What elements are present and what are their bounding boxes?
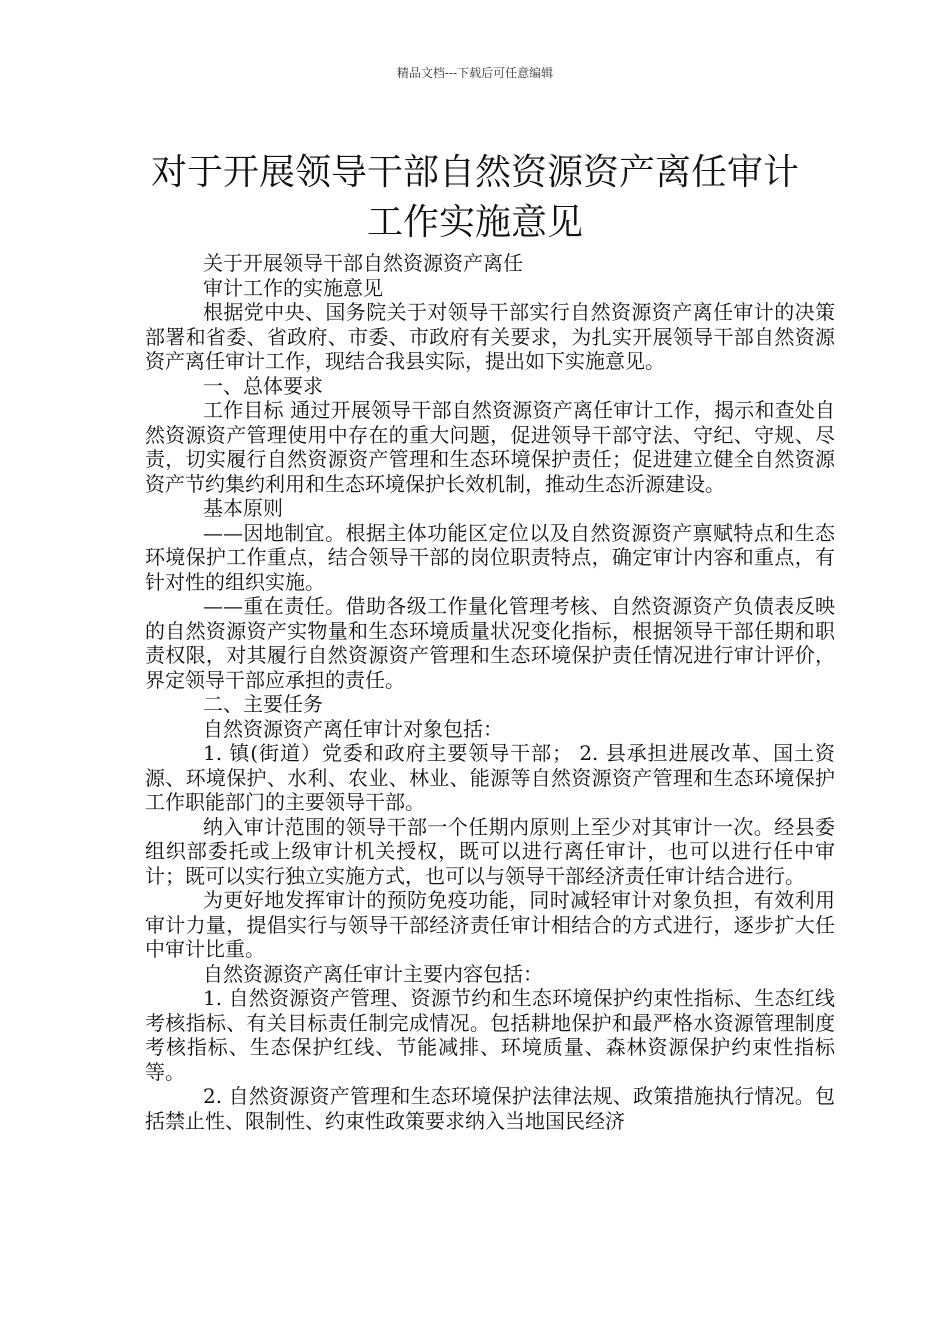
subtitle-line-2: 审计工作的实施意见 — [203, 275, 383, 300]
paragraph-principle-responsibility: ——重在责任。借助各级工作量化管理考核、自然资源资产负债表反映的自然资源资产实物量和生态环境质量状况变化指标，根据领导干部任期和职责权限，对其履行自然资源资产管理和生态环境保护责任情况进行审计评价，界定领导干部应承担的责任。 — [145, 594, 835, 692]
document-title — [140, 148, 810, 248]
document-body — [145, 251, 835, 1133]
paragraph-audit-targets: 1. 镇(街道）党委和政府主要领导干部； 2. 县承担进展改革、国土资源、环境保护、水利、农业、林业、能源等自然资源资产管理和生态环境保护工作职能部门的主要领导干部。 — [145, 741, 835, 814]
document-title-line-1: 对于开展领导干部自然资源资产离任审计 — [150, 152, 799, 194]
subtitle-line-1: 关于开展领导干部自然资源资产离任 — [203, 251, 523, 275]
paragraph-audit-content-intro: 自然资源资产离任审计主要内容包括： — [203, 961, 543, 986]
paragraph-principle-local: ——因地制宜。根据主体功能区定位以及自然资源资产禀赋特点和生态环境保护工作重点，结合领导干部的岗位职责特点，确定审计内容和重点，有针对性的组织实施。 — [145, 520, 835, 594]
paragraph-audit-targets-intro: 自然资源资产离任审计对象包括： — [203, 716, 503, 741]
subheading-basic-principles: 基本原则 — [203, 496, 283, 520]
paragraph-work-goal: 工作目标 通过开展领导干部自然资源资产离任审计工作，揭示和查处自然资源资产管理使用中存在的重大问题，促进领导干部守法、守纪、守规、尽责，切实履行自然资源资产管理和生态环境保护责任；促进建立健全自然资源资产节约集约利用和生态环境保护长效机制，推动生态沂源建设。 — [145, 398, 835, 496]
paragraph-intro: 根据党中央、国务院关于对领导干部实行自然资源资产离任审计的决策部署和省委、省政府、市委、市政府有关要求，为扎实开展领导干部自然资源资产离任审计工作，现结合我县实际，提出如下实施意见。 — [145, 300, 835, 373]
document-title-line-2: 工作实施意见 — [366, 202, 583, 244]
paragraph-audit-scope: 纳入审计范围的领导干部一个任期内原则上至少对其审计一次。经县委组织部委托或上级审计机关授权，既可以进行离任审计，也可以进行任中审计；既可以实行独立实施方式，也可以与领导干部经济责任审计结合进行。 — [145, 814, 835, 888]
page-header: 精品文档---下载后可任意编辑 — [396, 66, 554, 80]
paragraph-audit-prevention: 为更好地发挥审计的预防免疫功能，同时减轻审计对象负担，有效利用审计力量，提倡实行与领导干部经济责任审计相结合的方式进行，逐步扩大任中审计比重。 — [145, 888, 835, 961]
paragraph-audit-content-1: 1. 自然资源资产管理、资源节约和生态环境保护约束性指标、生态红线考核指标、有关目标责任制完成情况。包括耕地保护和最严格水资源管理制度考核指标、生态保护红线、节能减排、环境质量、森林资源保护约束性指标等。 — [145, 986, 835, 1084]
paragraph-audit-content-2: 2. 自然资源资产管理和生态环境保护法律法规、政策措施执行情况。包括禁止性、限制性、约束性政策要求纳入当地国民经济 — [145, 1084, 835, 1133]
section-heading-general-requirements: 一、总体要求 — [203, 373, 323, 398]
section-heading-main-tasks: 二、主要任务 — [203, 692, 323, 716]
